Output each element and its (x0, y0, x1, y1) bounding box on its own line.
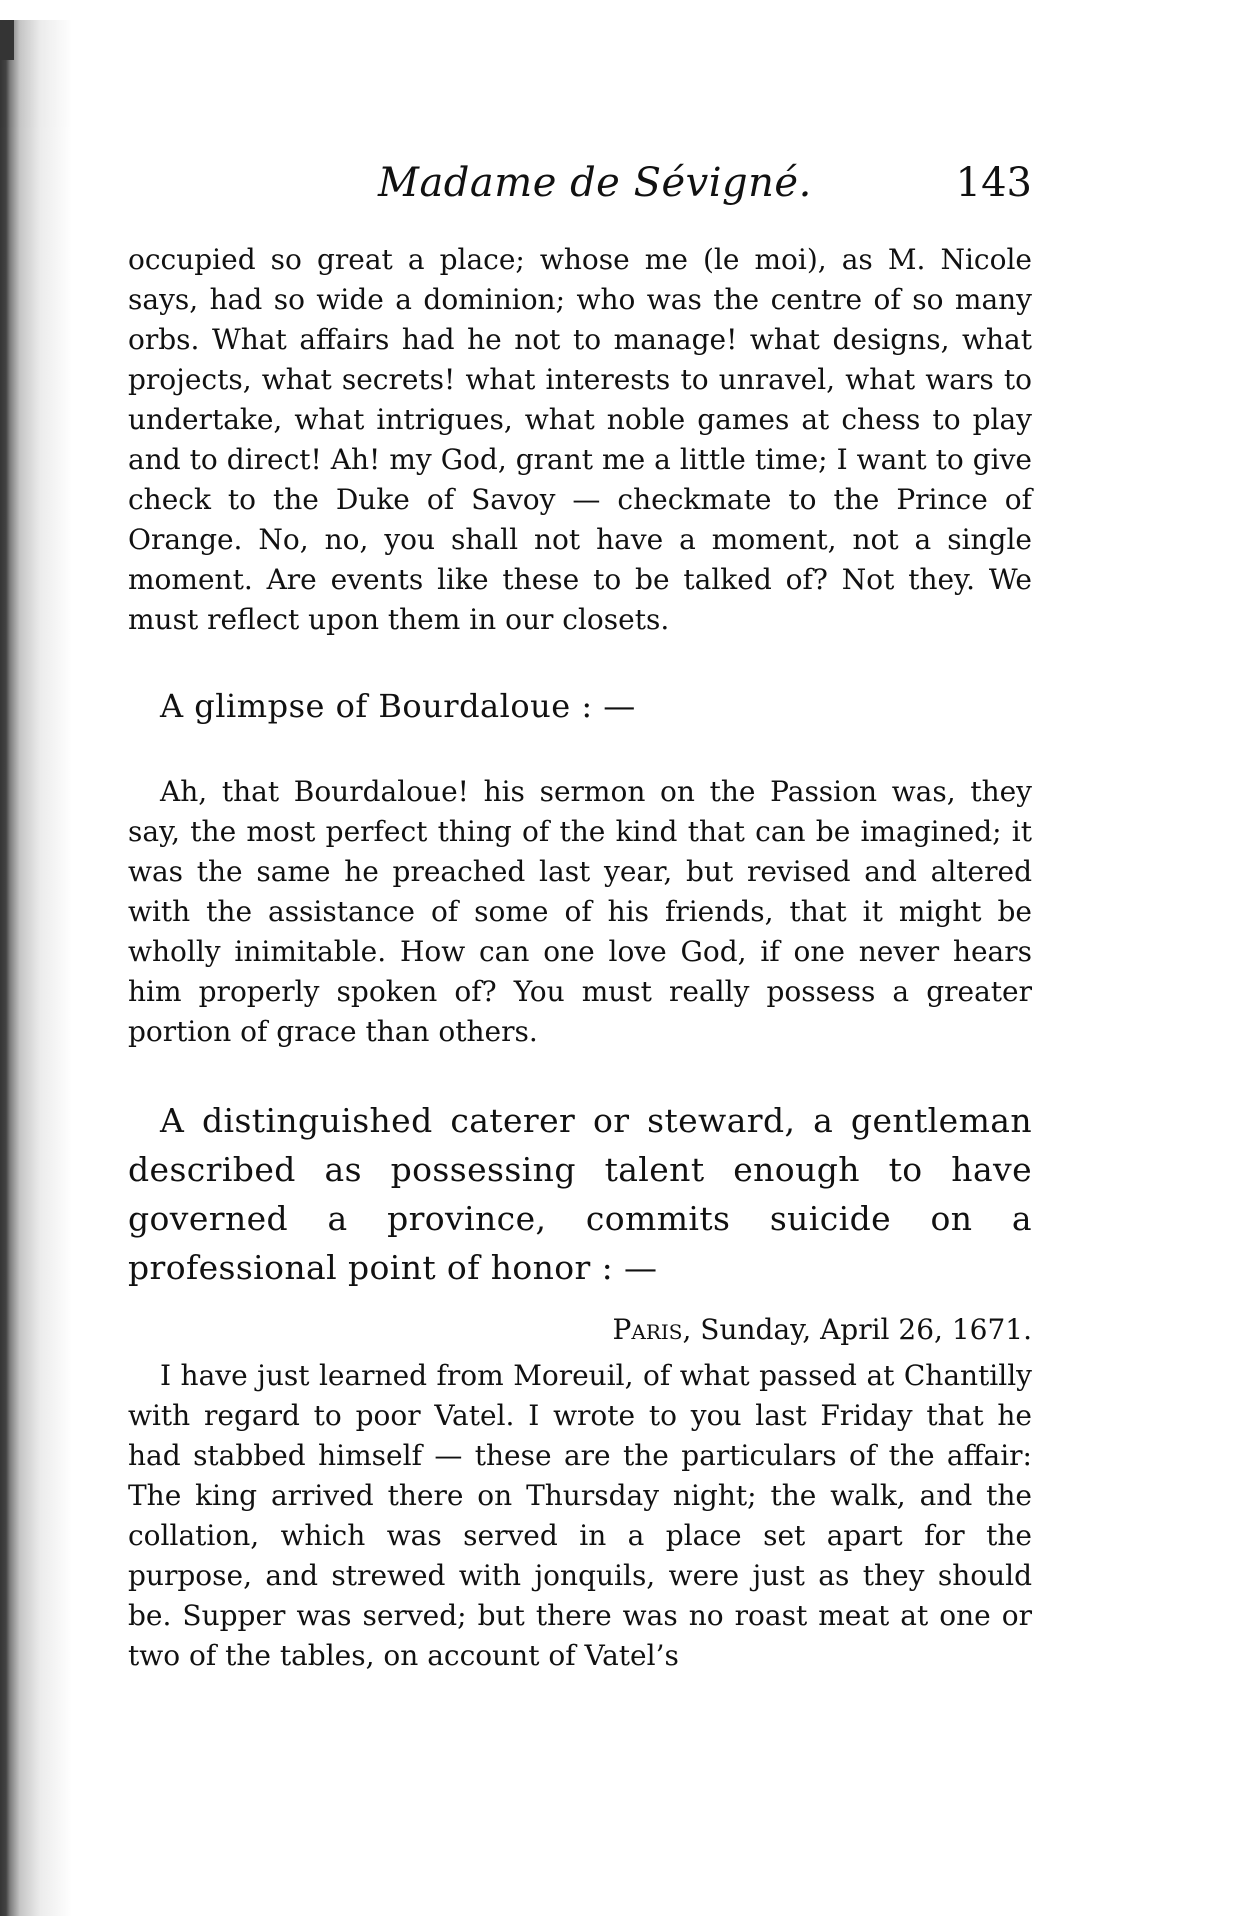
spine-edge (0, 20, 14, 60)
page-number: 143 (955, 160, 1032, 206)
dateline-date: , Sunday, April 26, 1671. (682, 1313, 1032, 1346)
body-paragraph-2: Ah, that Bourdaloue! his sermon on the Passion was, they say, the most perfect thing of the kind that can be imagined; it was the same he preached last year, but revised and altered with the assistance of some of his friends, that it might be wholly inimitable. How can one love God, if one never hears him properly spoken of? You must really possess a greater portion of grace than others. (128, 775, 1032, 1048)
letter-dateline (128, 1310, 1032, 1350)
running-head (128, 150, 1032, 220)
dateline-place: Paris (612, 1313, 683, 1346)
section-heading-bourdaloue: A glimpse of Bourdaloue : — (160, 687, 636, 725)
body-paragraph-1: occupied so great a place; whose me (le moi), as M. Nicole says, had so wide a dominion; who was the centre of so many orbs. What affairs had he not to manage! what designs, what projects, what secrets! what interests to unravel, what wars to undertake, what intrigues, what noble games at chess to play and to direct! Ah! my God, grant me a little time; I want to give check to the Duke of Savoy — checkmate to the Prince of Orange. No, no, you shall not have a moment, not a single moment. Are events like these to be talked of? Not they. We must reflect upon them in our closets. (128, 243, 1032, 636)
running-title: Madame de Sévigné. (378, 160, 812, 206)
book-spine-shadow (0, 20, 72, 1916)
book-page (128, 150, 1032, 1676)
section-heading-vatel: A distinguished caterer or steward, a gentleman described as possessing talent enough to have governed a province, commits suicide on a professional point of honor : — (128, 1101, 1032, 1287)
body-paragraph-3: I have just learned from Moreuil, of what passed at Chantilly with regard to poor Vatel. I wrote to you last Friday that he had stabbed himself — these are the particulars of the affair: The king arrived there on Thursday night; the walk, and the collation, which was served in a place set apart for the purpose, and strewed with jonquils, were just as they should be. Supper was served; but there was no roast meat at one or two of the tables, on account of Vatel’s (128, 1359, 1032, 1672)
